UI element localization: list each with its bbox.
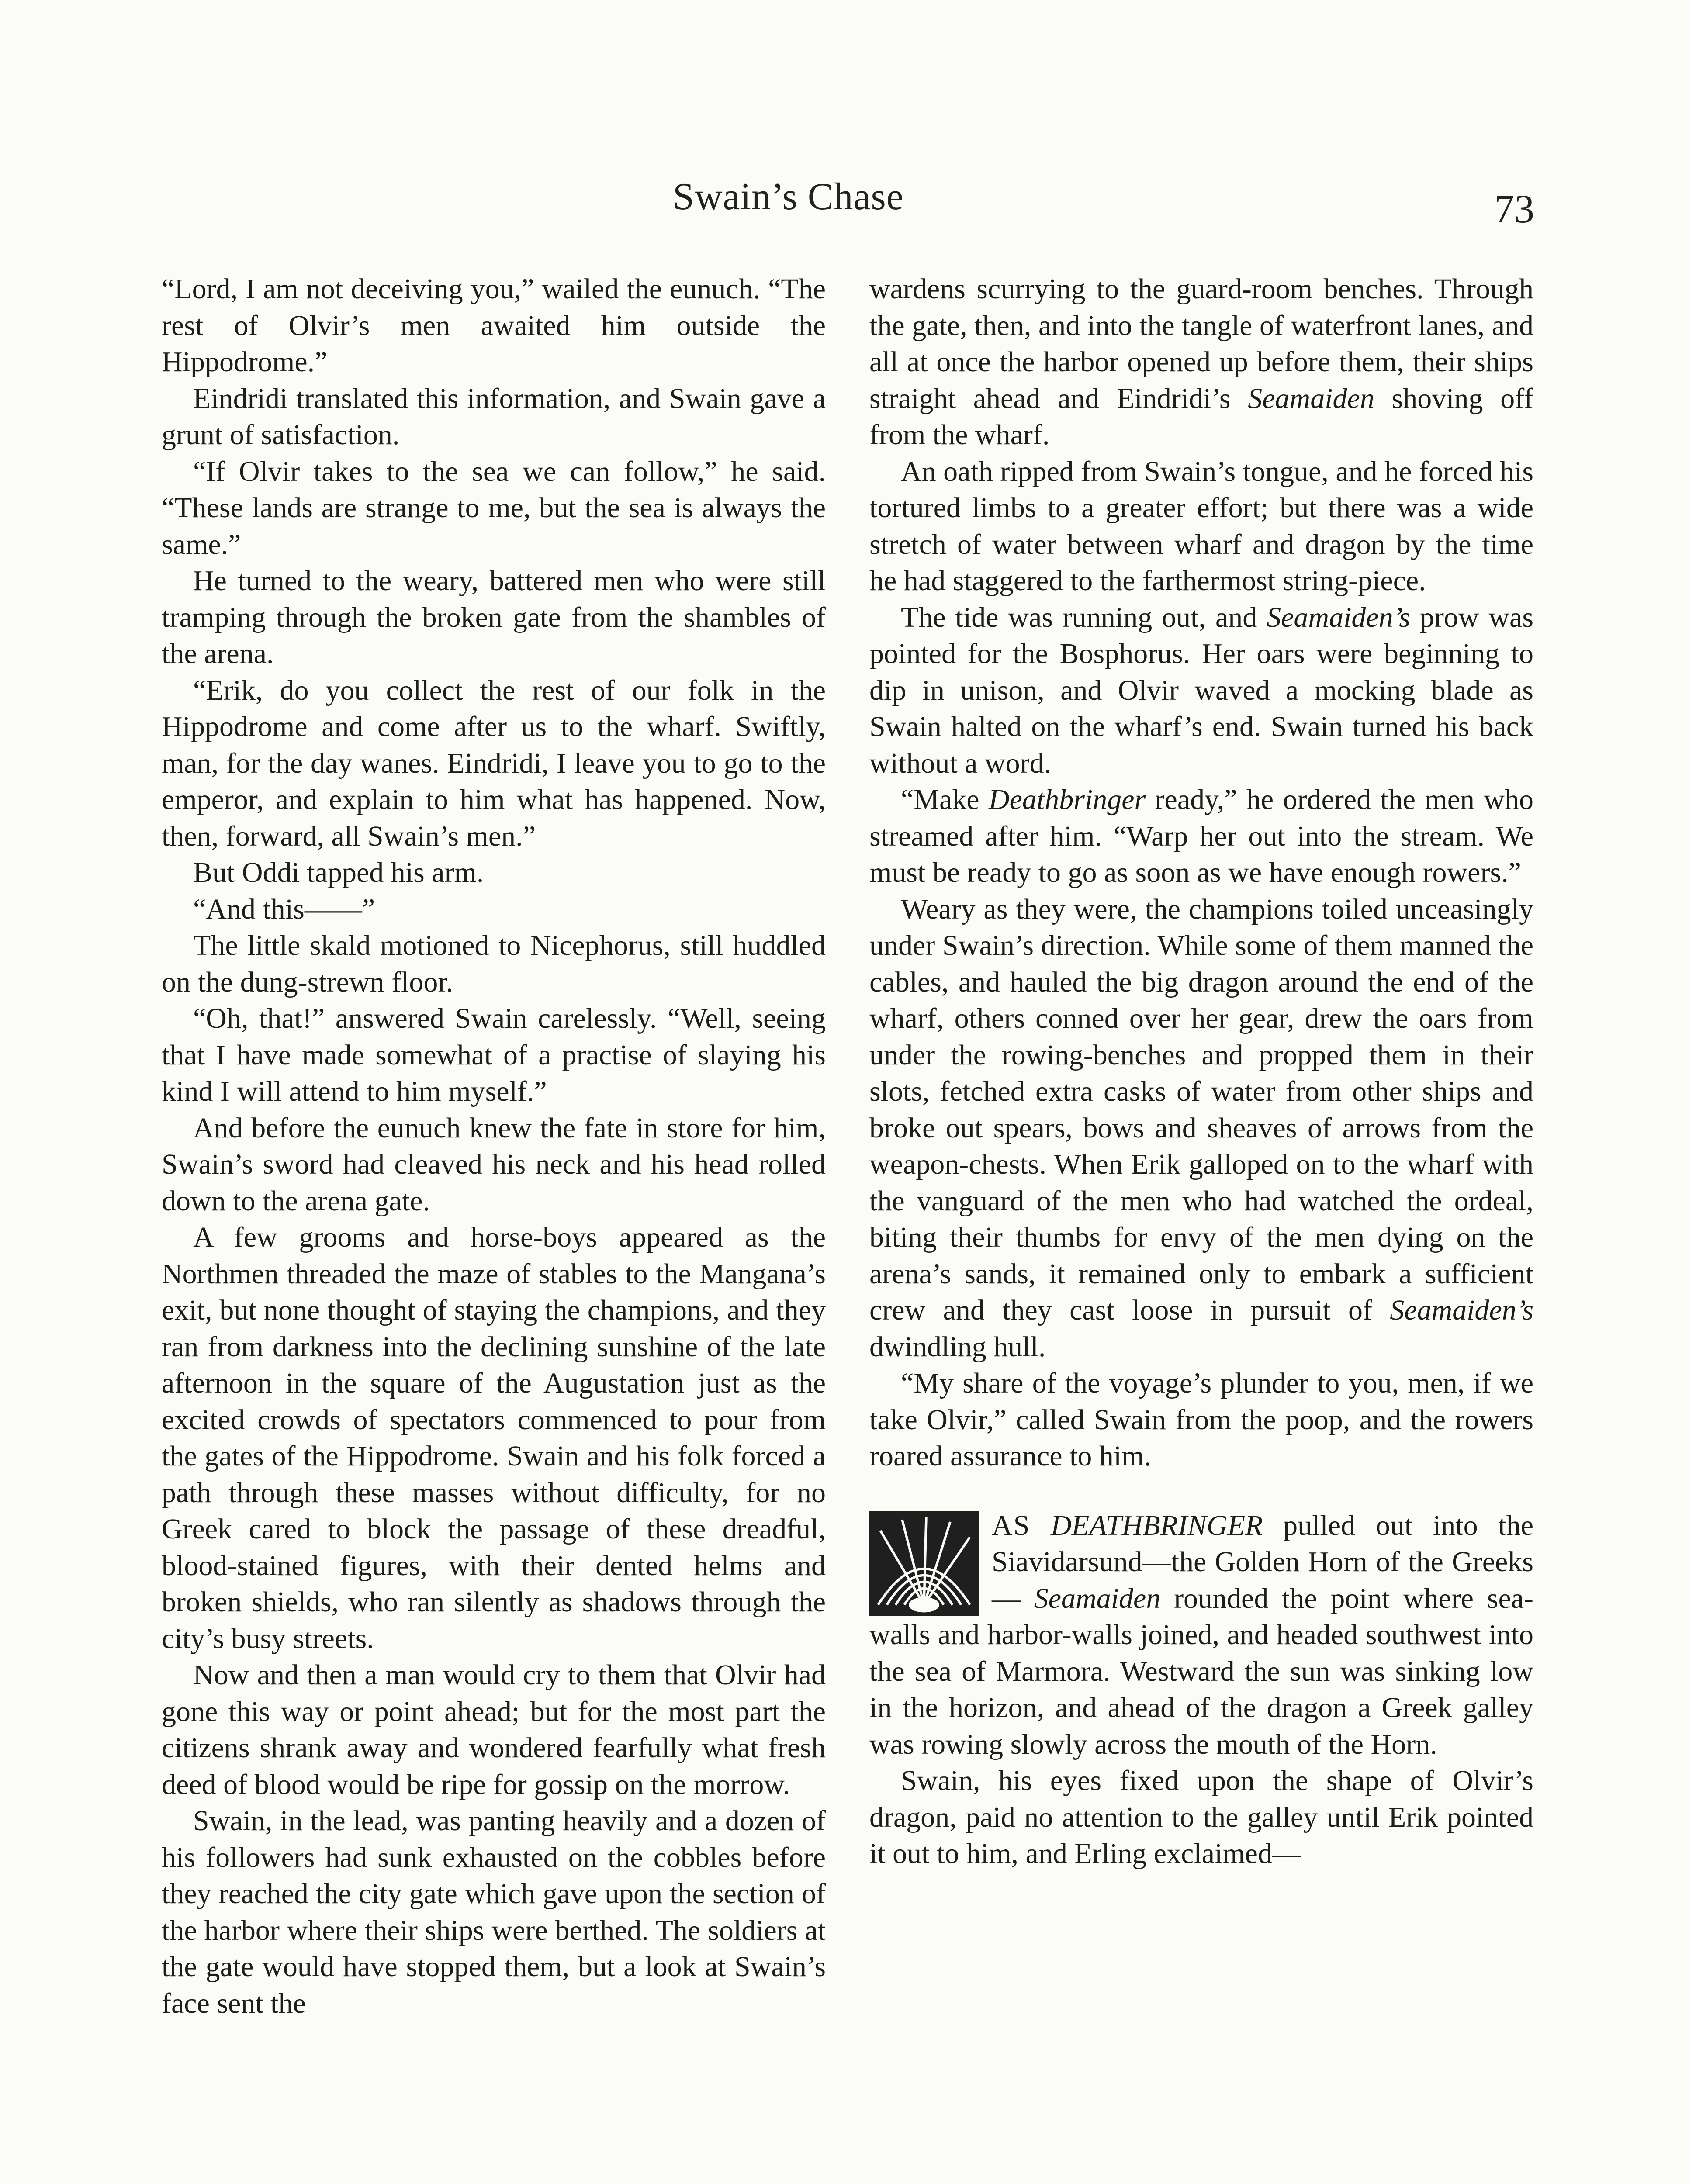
text-run: pulled out into the Siavidarsund—the Golden Horn of the Greeks — <box>992 1509 1534 1614</box>
text-run: wardens scurrying to the guard-room benches. Through the gate, then, and into the tangle of waterfront lanes, and all at once the harbor opened up before them, their ships straight ahead and Eindridi’s <box>869 273 1533 415</box>
paragraph <box>869 891 1533 1365</box>
paragraph: “Erik, do you collect the rest of our folk in the Hippodrome and come after us to the wharf. Swiftly, man, for the day wanes. Eindridi, I leave you to go to the emperor, and explain to him what has happened. Now, then, forward, all Swain’s men.” <box>162 674 826 852</box>
paragraph: But Oddi tapped his arm. <box>193 857 484 888</box>
text-run: rounded the point where sea-walls and harbor-walls joined, and headed southwest into the sea of Marmora. Westward the sun was sinking low in the horizon, and ahead of the dragon a Greek galley was rowing slowly across the mouth of the Horn. <box>869 1582 1534 1760</box>
paragraph: “Lord, I am not deceiving you,” wailed the eunuch. “The rest of Olvir’s men awaited him outside the Hippodrome.” <box>162 273 826 378</box>
text-run: Weary as they were, the champions toiled unceasingly under Swain’s direction. While some of them manned the cables, and hauled the big dragon around the end of the wharf, others conned over her gear, drew the oars from under the rowing-benches and propped them in their slots, fetched extra casks of water from other ships and broke out spears, bows and sheaves of arrows from the weapon-chests. When Erik galloped on to the wharf with the vanguard of the men who had watched the ordeal, biting their thumbs for envy of the men dying on the arena’s sands, it remained only to embark a sufficient crew and they cast loose in pursuit of <box>869 893 1533 1326</box>
paragraph: And before the eunuch knew the fate in store for him, Swain’s sword had cleaved his neck and his head rolled down to the arena gate. <box>162 1112 826 1217</box>
page-number: 73 <box>1494 187 1534 231</box>
paragraph: The little skald motioned to Nicephorus, still huddled on the dung-strewn floor. <box>162 930 826 998</box>
ship-name: Deathbringer <box>988 784 1146 816</box>
paragraph: Now and then a man would cry to them that Olvir had gone this way or point ahead; but for the most part the citizens shrank away and wondered fearfully what fresh deed of blood would be ripe for gossip on the morrow. <box>162 1659 826 1800</box>
left-column <box>162 271 826 2022</box>
text-run: ready,” he ordered the men who streamed after him. “Warp her out into the stream. We must be ready to go as soon as we have enough rowers.” <box>869 784 1533 888</box>
paragraph: Swain, his eyes fixed upon the shape of Olvir’s dragon, paid no attention to the galley until Erik pointed it out to him, and Erling exclaimed— <box>869 1765 1533 1870</box>
right-column <box>869 271 1533 1872</box>
paragraph: “And this——” <box>193 893 375 925</box>
ship-name: Seamaiden <box>1248 382 1374 415</box>
running-head: Swain’s Chase <box>673 176 904 218</box>
ship-name: Seamaiden’s <box>1390 1294 1534 1326</box>
text-run: AS <box>992 1509 1031 1541</box>
section-start-paragraph <box>869 1507 1533 1763</box>
ship-name: Seamaiden <box>1034 1582 1161 1614</box>
paragraph-continuation <box>869 271 1533 453</box>
text-run: The tide was running out, and <box>901 601 1257 633</box>
paragraph: Eindridi translated this information, and Swain gave a grunt of satisfaction. <box>162 382 826 451</box>
sunburst-ornament-icon <box>869 1511 979 1616</box>
paragraph: “My share of the voyage’s plunder to you, men, if we take Olvir,” called Swain from the poop, and the rowers roared assurance to him. <box>869 1367 1533 1472</box>
paragraph: An oath ripped from Swain’s tongue, and he forced his tortured limbs to a greater effort; but there was a wide stretch of water between wharf and dragon by the time he had staggered to the farthermost string-piece. <box>869 455 1534 597</box>
paragraph <box>869 599 1533 782</box>
text-run: prow was pointed for the Bosphorus. Her oars were beginning to dip in unison, and Olvir waved a mocking blade as Swain halted on the wharf’s end. Swain turned his back without a word. <box>869 601 1534 779</box>
paragraph: He turned to the weary, battered men who were still tramping through the broken gate from the shambles of the arena. <box>162 565 826 670</box>
paragraph: Swain, in the lead, was panting heavily and a dozen of his followers had sunk exhausted on the cobbles before they reached the city gate which gave upon the section of the harbor where their ships were berthed. The soldiers at the gate would have stopped them, but a look at Swain’s face sent the <box>162 1805 826 2019</box>
paragraph: A few grooms and horse-boys appeared as the Northmen threaded the maze of stables to the Mangana’s exit, but none thought of staying the champions, and they ran from darkness into the declining sunshine of the late afternoon in the square of the Augustation just as the excited crowds of spectators commenced to pour from the gates of the Hippodrome. Swain and his folk forced a path through these masses without difficulty, for no Greek cared to block the passage of these dreadful, blood-stained figures, with their dented helms and broken shields, who ran silently as shadows through the city’s busy streets. <box>162 1221 826 1655</box>
paragraph: “If Olvir takes to the sea we can follow,” he said. “These lands are strange to me, but the sea is always the same.” <box>162 455 826 560</box>
text-run: “Make <box>901 784 979 816</box>
text-run: shoving off from the wharf. <box>869 382 1533 451</box>
ship-name: DEATHBRINGER <box>1051 1509 1263 1541</box>
paragraph <box>869 781 1533 891</box>
ship-name: Seamaiden’s <box>1267 601 1410 633</box>
paragraph: “Oh, that!” answered Swain carelessly. “Well, seeing that I have made somewhat of a practise of slaying his kind I will attend to him myself.” <box>162 1002 826 1107</box>
text-run: dwindling hull. <box>869 1330 1046 1363</box>
